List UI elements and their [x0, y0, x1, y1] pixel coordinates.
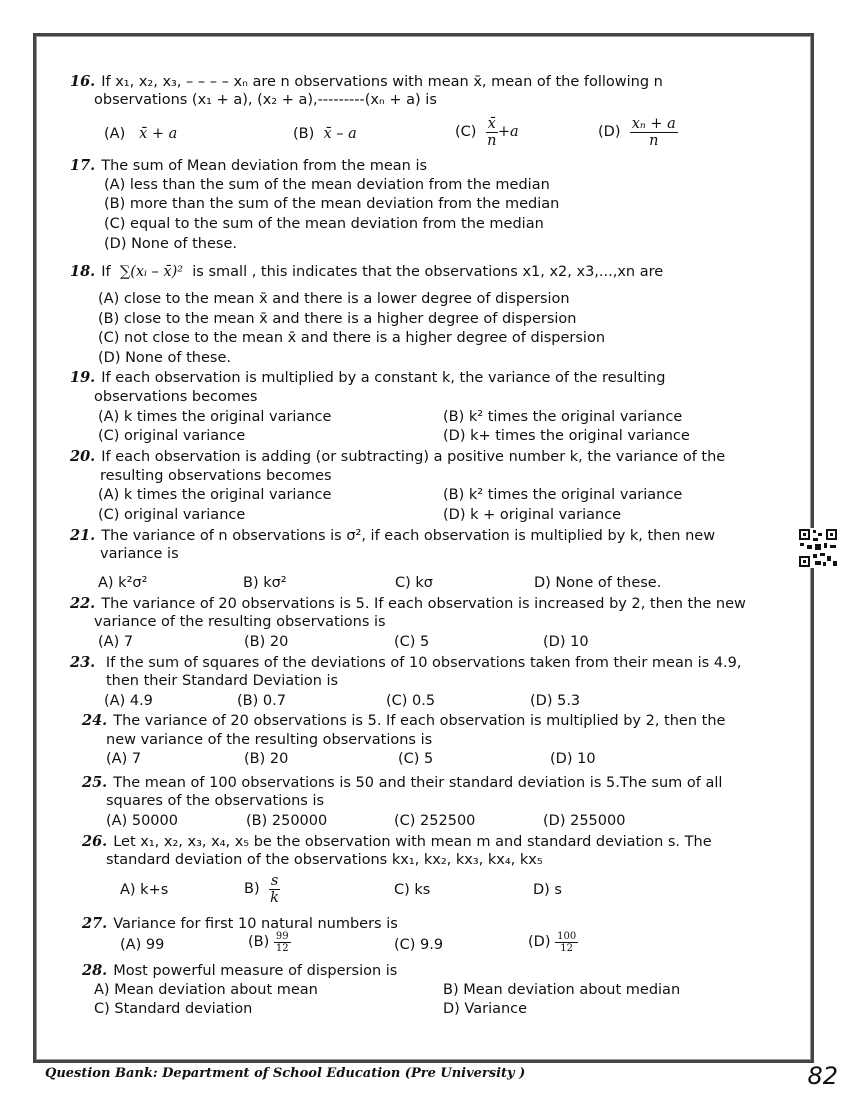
option-27-c: (C) 9.9 — [394, 937, 444, 953]
question-26: 26. Let x₁, x₂, x₃, x₄, x₅ be the observation with mean m and standard deviation s. The — [82, 833, 712, 850]
option-19-c: (C) original variance — [98, 428, 246, 444]
option-23-b: (B) 0.7 — [237, 693, 286, 709]
question-28: 28. Most powerful measure of dispersion is — [82, 962, 398, 979]
option-16-a: (A) x̄ + a — [104, 126, 178, 142]
option-19-a: (A) k times the original variance — [98, 409, 332, 425]
question-25: 25. The mean of 100 observations is 50 and their standard deviation is 5.The sum of all — [82, 774, 723, 791]
question-19-line2: observations becomes — [94, 389, 258, 405]
option-25-d: (D) 255000 — [543, 813, 626, 829]
option-21-c: C) kσ — [395, 575, 433, 591]
option-21-d: D) None of these. — [534, 575, 662, 591]
option-18-c: (C) not close to the mean x̄ and there is a higher degree of dispersion — [98, 330, 606, 346]
option-18-b: (B) close to the mean x̄ and there is a higher degree of dispersion — [98, 311, 577, 327]
footer-text: Question Bank: Department of School Education (Pre University ) — [45, 1066, 526, 1081]
option-17-c: (C) equal to the sum of the mean deviation from the median — [104, 216, 544, 232]
option-20-b: (B) k² times the original variance — [443, 487, 683, 503]
question-24: 24. The variance of 20 observations is 5. If each observation is multiplied by 2, then the — [82, 712, 726, 729]
qr-code-icon — [798, 528, 838, 568]
question-22: 22. The variance of 20 observations is 5. If each observation is increased by 2, then the new — [70, 595, 746, 612]
option-23-a: (A) 4.9 — [104, 693, 153, 709]
option-26-d: D) s — [533, 882, 562, 898]
option-18-d: (D) None of these. — [98, 350, 231, 366]
option-22-b: (B) 20 — [244, 634, 289, 650]
option-25-b: (B) 250000 — [246, 813, 328, 829]
option-22-c: (C) 5 — [394, 634, 430, 650]
option-17-b: (B) more than the sum of the mean deviation from the median — [104, 196, 560, 212]
option-25-c: (C) 252500 — [394, 813, 476, 829]
option-20-d: (D) k + original variance — [443, 507, 622, 523]
option-28-d: D) Variance — [443, 1001, 528, 1017]
question-17: 17. The sum of Mean deviation from the mean is — [70, 157, 428, 174]
question-20: 20. If each observation is adding (or subtracting) a positive number k, the variance of the — [70, 448, 726, 465]
option-27-b: (B) $\frac{99}{12}$ — [248, 931, 289, 954]
option-23-c: (C) 0.5 — [386, 693, 436, 709]
option-16-c: (C) $\frac{x̄}{n}$ +a — [455, 116, 519, 149]
option-18-a: (A) close to the mean x̄ and there is a lower degree of dispersion — [98, 291, 570, 307]
question-20-line2: resulting observations becomes — [100, 468, 332, 484]
question-21: 21. The variance of n observations is σ², if each observation is multiplied by k, then new — [70, 527, 716, 544]
option-22-a: (A) 7 — [98, 634, 134, 650]
option-26-a: A) k+s — [120, 882, 169, 898]
option-27-a: (A) 99 — [120, 937, 165, 953]
option-19-d: (D) k+ times the original variance — [443, 428, 690, 444]
question-16: 16. If x₁, x₂, x₃, – – – – xₙ are n observations with mean x̄, mean of the following n — [70, 73, 663, 90]
option-26-c: C) ks — [394, 882, 431, 898]
option-28-a: A) Mean deviation about mean — [94, 982, 318, 998]
option-19-b: (B) k² times the original variance — [443, 409, 683, 425]
question-23: 23. If the sum of squares of the deviations of 10 observations taken from their mean is 4.9, — [70, 654, 742, 671]
option-25-a: (A) 50000 — [106, 813, 178, 829]
option-16-b: (B) x̄ – a — [293, 126, 357, 142]
question-27: 27. Variance for first 10 natural numbers is — [82, 915, 398, 932]
option-21-a: A) k²σ² — [98, 575, 148, 591]
option-26-b: B) $\frac{s}{k}$ — [244, 873, 279, 906]
question-19: 19. If each observation is multiplied by a constant k, the variance of the resulting — [70, 369, 666, 386]
option-16-d: (D) $\frac{\text{xₙ + a}}{n}$ — [598, 116, 676, 149]
option-24-d: (D) 10 — [550, 751, 596, 767]
question-26-line2: standard deviation of the observations kx₁, kx₂, kx₃, kx₄, kx₅ — [106, 852, 543, 868]
question-18: 18. If ∑(xᵢ – x̄)² is small , this indicates that the observations x1, x2, x3,...,xn are — [70, 263, 664, 280]
option-20-a: (A) k times the original variance — [98, 487, 332, 503]
option-17-a: (A) less than the sum of the mean deviation from the median — [104, 177, 550, 193]
option-24-a: (A) 7 — [106, 751, 142, 767]
question-22-line2: variance of the resulting observations is — [94, 614, 386, 630]
option-28-c: C) Standard deviation — [94, 1001, 253, 1017]
option-24-b: (B) 20 — [244, 751, 289, 767]
question-25-line2: squares of the observations is — [106, 793, 325, 809]
option-27-d: (D) $\frac{100}{12}$ — [528, 931, 577, 954]
option-24-c: (C) 5 — [398, 751, 434, 767]
option-22-d: (D) 10 — [543, 634, 589, 650]
question-21-line2: variance is — [100, 546, 179, 562]
option-17-d: (D) None of these. — [104, 236, 237, 252]
option-20-c: (C) original variance — [98, 507, 246, 523]
question-23-line2: then their Standard Deviation is — [106, 673, 339, 689]
page-number: 82 — [807, 1062, 838, 1090]
question-16-line2: observations (x₁ + a), (x₂ + a),---------(xₙ + a) is — [94, 92, 437, 108]
option-28-b: B) Mean deviation about median — [443, 982, 681, 998]
option-23-d: (D) 5.3 — [530, 693, 581, 709]
option-21-b: B) kσ² — [243, 575, 287, 591]
question-24-line2: new variance of the resulting observations is — [106, 732, 433, 748]
